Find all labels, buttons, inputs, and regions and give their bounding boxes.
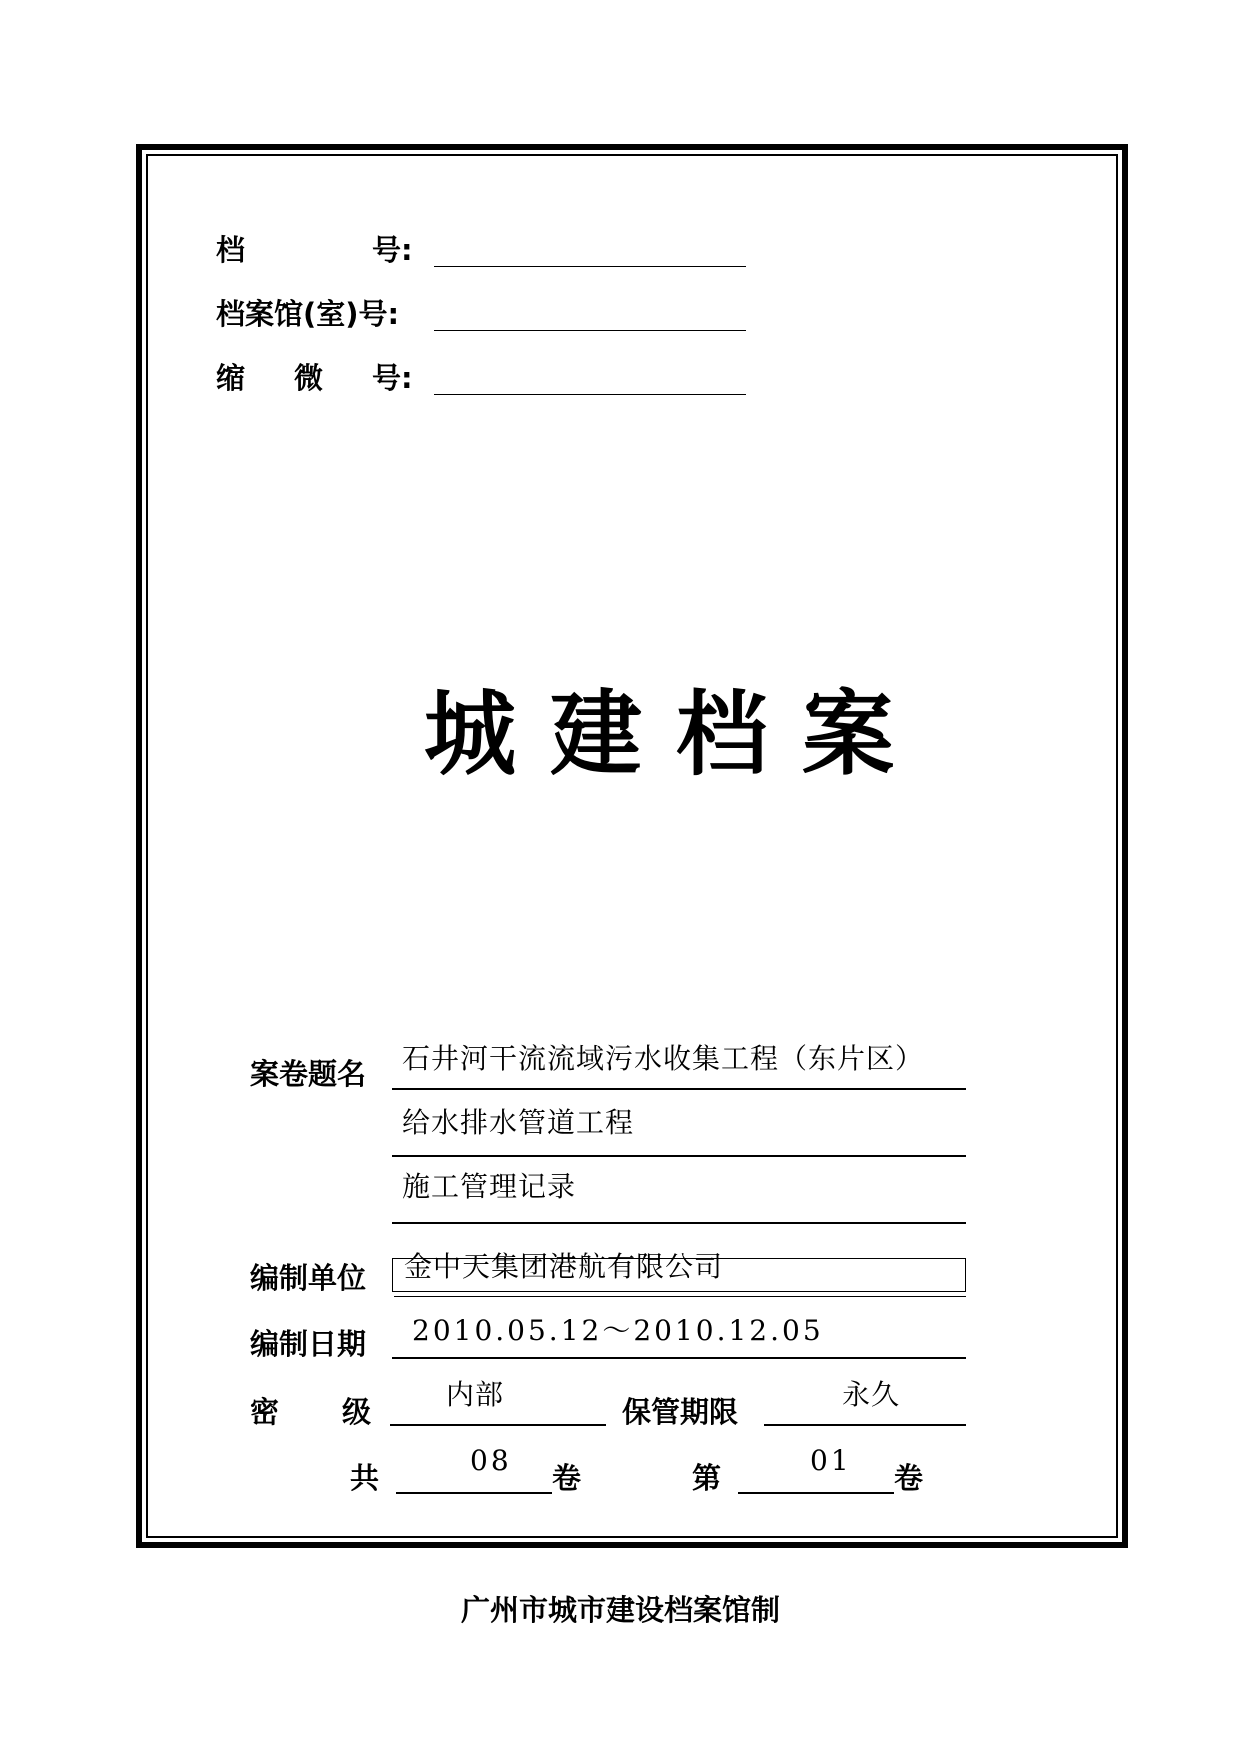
total-volumes-value: 08 bbox=[470, 1444, 512, 1477]
archive-hall-no-field[interactable] bbox=[434, 330, 746, 331]
micro-no-label-char2: 微 bbox=[294, 361, 324, 395]
total-volumes-unit: 卷 bbox=[552, 1461, 582, 1495]
retention-value: 永久 bbox=[842, 1378, 901, 1411]
secrecy-underline bbox=[390, 1424, 606, 1426]
volume-index-value: 01 bbox=[810, 1444, 852, 1477]
file-no-field[interactable] bbox=[434, 266, 746, 267]
compiling-date-underline bbox=[392, 1357, 966, 1359]
footer-issuer: 广州市城市建设档案馆制 bbox=[460, 1593, 780, 1627]
retention-underline bbox=[764, 1424, 966, 1426]
secrecy-value: 内部 bbox=[446, 1378, 505, 1411]
compiling-date-label: 编制日期 bbox=[250, 1327, 367, 1361]
compiling-unit-underline bbox=[394, 1296, 966, 1297]
volume-title-line-3: 施工管理记录 bbox=[402, 1170, 577, 1203]
total-volumes-label: 共 bbox=[350, 1461, 380, 1495]
secrecy-label-char1: 密 bbox=[250, 1395, 280, 1429]
volume-title-underline-2 bbox=[392, 1155, 966, 1157]
volume-title-underline-3 bbox=[392, 1222, 966, 1224]
volume-title-label: 案卷题名 bbox=[250, 1057, 367, 1091]
compiling-date-value: 2010.05.12～2010.12.05 bbox=[412, 1314, 824, 1347]
volume-title-underline-1 bbox=[392, 1088, 966, 1090]
micro-no-field[interactable] bbox=[434, 394, 746, 395]
volume-title-line-1: 石井河干流流域污水收集工程（东片区） bbox=[402, 1042, 925, 1075]
micro-no-label-char1: 缩 bbox=[216, 361, 246, 395]
total-volumes-underline bbox=[396, 1492, 552, 1494]
secrecy-label-char2: 级 bbox=[342, 1395, 372, 1429]
volume-index-unit: 卷 bbox=[894, 1461, 924, 1495]
volume-title-line-2: 给水排水管道工程 bbox=[402, 1106, 635, 1139]
compiling-unit-label: 编制单位 bbox=[250, 1261, 367, 1295]
volume-index-label: 第 bbox=[692, 1461, 722, 1495]
micro-no-label-suffix: 号: bbox=[372, 361, 413, 395]
file-no-label-suffix: 号: bbox=[372, 233, 413, 267]
archive-hall-no-label: 档案馆(室)号: bbox=[216, 297, 400, 331]
main-title: 城建档案 bbox=[424, 681, 929, 788]
compiling-unit-value: 金中天集团港航有限公司 bbox=[404, 1250, 724, 1283]
file-no-label-char1: 档 bbox=[216, 233, 246, 267]
retention-label: 保管期限 bbox=[622, 1395, 739, 1429]
volume-index-underline bbox=[738, 1492, 894, 1494]
